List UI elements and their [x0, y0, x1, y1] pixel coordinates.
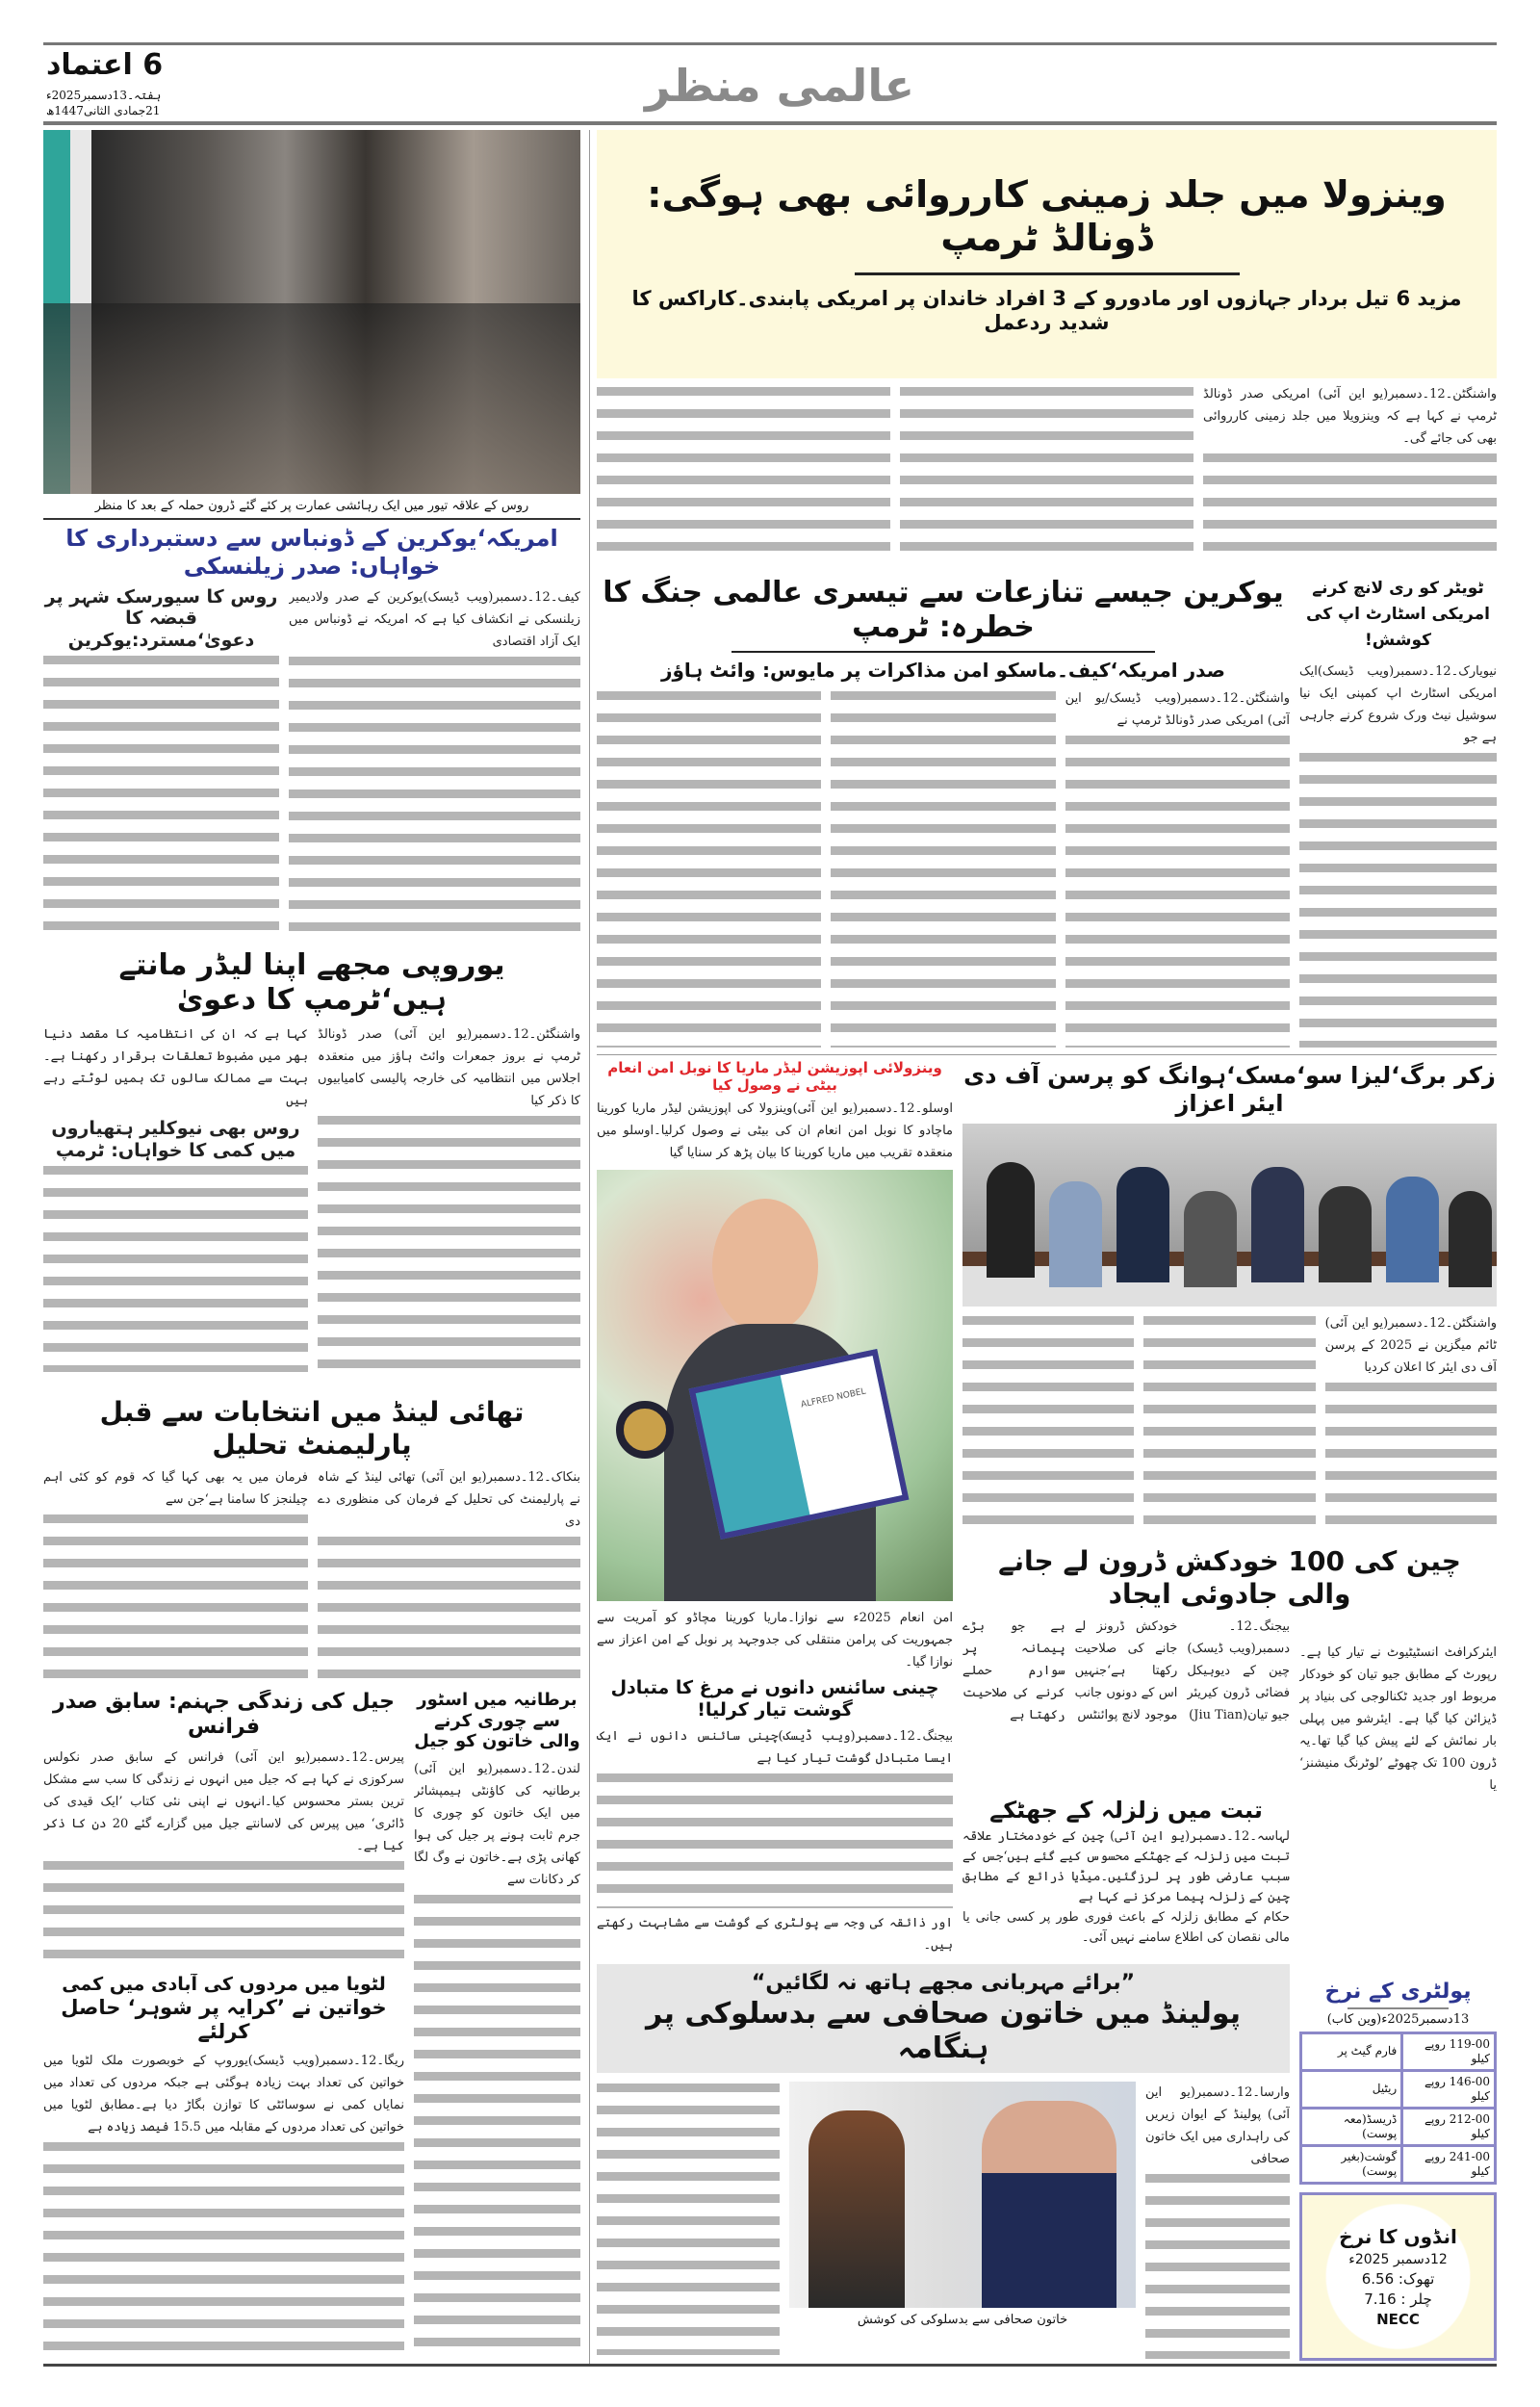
text-lines — [414, 1895, 580, 2359]
divider — [597, 1054, 1497, 1055]
divider — [855, 272, 1240, 275]
egg-title: انڈوں کا نرخ — [1339, 2224, 1457, 2248]
header-rule — [43, 121, 1497, 125]
table-row — [1301, 2108, 1496, 2145]
zelensky-headline: امریکہ‘یوکرین کے ڈونباس سے دستبرداری کا خواہاں: صدر زیلنسکی — [65, 525, 558, 580]
divider — [732, 651, 1155, 653]
text-lines — [597, 2083, 780, 2355]
text-lines — [1203, 453, 1497, 553]
france-headline: جیل کی زندگی جہنم: سابق صدر فرانس — [53, 1690, 395, 1740]
rates-column — [1299, 1980, 1497, 2361]
date-hijri: 21جمادی الثانی1447ھ — [46, 104, 161, 117]
tibet-body-tail: حکام کے مطابق زلزلہ کے باعث فوری طور پر کسی جانی یا مالی نقصان کی اطلاع سامنے نہیں آئی۔ — [962, 1909, 1290, 1945]
lead-headline: وینزولا میں جلد زمینی کارروائی بھی ہوگی: ڈونالڈ ٹرمپ — [647, 172, 1447, 260]
poultry-title: پولٹری کے نرخ — [1324, 1980, 1472, 2004]
person-figure — [1251, 1167, 1304, 1282]
zelensky-body: کیف۔12۔دسمبر(ویب ڈیسک)یوکرین کے صدر ولادیمیر زیلنسکی نے انکشاف کیا ہے کہ امریکہ نے ڈونباس میں ایک آزاد اقتصادی — [289, 589, 580, 649]
person-figure — [1116, 1167, 1169, 1282]
poland-kicker: ”برائے مہربانی مجھے ہاتھ نہ لگائیں“ — [751, 1971, 1136, 1996]
latvia-story — [43, 1974, 404, 2359]
journalist-figure — [808, 2110, 905, 2308]
diploma-text: ALFRED NOBEL — [781, 1356, 903, 1514]
text-lines — [289, 657, 580, 939]
ukraine-story — [597, 576, 1290, 1048]
person-figure — [987, 1162, 1035, 1278]
divider — [43, 518, 580, 520]
egg-wholesale: تھوک: 6.56 — [1361, 2270, 1435, 2289]
latvia-kicker: لٹویا میں مردوں کی آبادی میں کمی — [62, 1974, 386, 1995]
twitter-headline: ٹویٹر کو ری لانچ کرنے امریکی اسٹارٹ اپ کی کوشش! — [1306, 579, 1490, 651]
europe-story — [43, 948, 580, 1372]
nobel-body-cont: امن انعام 2025ء سے نوازا۔ماریا کورینا مچاڈو کو آمریت سے جمہوریت کی پرامن منتقلی کی جدوجہد پر نوبل کے امن اعزاز سے نوازا گیا۔ — [597, 1611, 953, 1669]
europe-headline: یوروپی مجھے اپنا لیڈر مانتے ہیں‘ٹرمپ کا دعویٰ — [118, 948, 505, 1017]
chicken-story — [597, 1677, 953, 1956]
china-drone-body-col2: خودکش ڈرونز لے جانے کی صلاحیت رکھتا ہے‘جنہیں اس کے دونوں جانب موجود لانچ پوائنٹس — [1074, 1619, 1178, 1723]
latvia-body: ریگا۔12۔دسمبر(ویب ڈیسک)یوروپ کے خوبصورت ملک لٹویا میں خواتین کی تعداد بہت زیادہ ہوگئی ہے جبکہ مردوں کی تعداد میں نمایاں کمی نے سوسائٹی کا توازن بگاڑ دیا ہے۔مطابق لٹویا میں خواتین کی تعداد مردوں کے مقابلہ میں 15.5 فیصد زیادہ ہے — [43, 2054, 404, 2135]
thailand-body: بنکاک۔12۔دسمبر(یو این آئی) تھائی لینڈ کے شاہ نے پارلیمنٹ کی تحلیل کے فرمان کی منظوری دے دی — [318, 1470, 580, 1530]
rate-price: 241-00 روپے کیلو — [1402, 2145, 1496, 2183]
europe-body-col2: کہا ہے کہ ان کی انتظامیہ کا مقصد دنیا بھر میں مضبوط تعلقات برقرار رکھنا ہے۔بہت سے ممالک سالوں تک ہمیں لوٹتے رہے ہیں — [43, 1027, 308, 1108]
lead-body-area — [597, 383, 1497, 553]
ukraine-body: واشنگٹن۔12۔دسمبر(ویب ڈیسک/یو این آئی) امریکی صدر ڈونالڈ ٹرمپ نے — [1065, 691, 1290, 728]
text-lines — [43, 2142, 404, 2359]
twitter-story — [1299, 576, 1497, 1048]
rate-price: 146-00 روپے کیلو — [1402, 2070, 1496, 2108]
chicken-headline: چینی سائنس دانوں نے مرغ کا متبادل گوشت تیار کرلیا! — [610, 1677, 939, 1721]
rate-label: ڈریسڈ(معہ پوست) — [1301, 2108, 1402, 2145]
tibet-headline: تبت میں زلزلہ کے جھٹکے — [989, 1797, 1263, 1824]
poland-incident-photo — [789, 2082, 1136, 2308]
thailand-story — [43, 1396, 580, 1680]
twitter-body: نیویارک۔12۔دسمبر(ویب ڈیسک)ایک امریکی اسٹارٹ اپ کمپنی ایک نیا سوشیل نیٹ ورک شروع کرنے جارہی ہے جو — [1299, 663, 1497, 745]
text-lines — [43, 656, 279, 939]
person-figure — [1049, 1181, 1102, 1287]
britain-headline: برطانیہ میں اسٹور سے چوری کرنے والی خاتون کو جیل — [414, 1690, 580, 1752]
person-figure — [1184, 1191, 1237, 1287]
nobel-body: اوسلو۔12۔دسمبر(یو این آئی)وینزولا کی اپوزیشن لیڈر ماریا کورینا ماچادو کا نوبل امن انعام ان کی بیٹی نے وصول کرلیا۔اوسلو میں منعقدہ تقریب میں ماریا کورینا کا بیان پڑھ کر سنایا گیا — [597, 1101, 953, 1160]
newspaper-logo: اعتماد — [46, 48, 133, 82]
poland-banner — [597, 1964, 1290, 2073]
chicken-body-tail: اور ذائقہ کی وجہ سے پولٹری کے گوشت سے مشابہت رکھتے ہیں۔ — [597, 1916, 953, 1953]
tibet-story — [962, 1797, 1290, 1962]
nobel-headline: وینزولائی اپوزیشن لیڈر ماریا کا نوبل امن انعام بیٹی نے وصول کیا — [607, 1059, 942, 1094]
chicken-body: بیجنگ۔12۔دسمبر(ویب ڈیسک)چینی سائنس دانوں نے ایک ایسا متبادل گوشت تیار کیا ہے — [597, 1728, 953, 1766]
france-body: پیرس۔12۔دسمبر(یو این آئی) فرانس کے سابق صدر نکولس سرکوزی نے کہا ہے کہ جیل میں انہوں نے زندگی کا سب سے مشکل ترین بستر محسوس کیا۔انہوں نے اپنی نئی کتاب ’ایک قیدی کی ڈائری‘ میں پیرس کی لاسانتے جیل میں گزارے گئے 20 دن کا ذکر کیا ہے۔ — [43, 1749, 404, 1853]
ukraine-subheadline: صدر امریکہ‘کیف۔ماسکو امن مذاکرات پر مایوس: وائٹ ہاؤز — [660, 659, 1225, 682]
tibet-body: لہاسہ۔12۔دسمبر(یو این آئی) چین کے خودمختار علاقہ تبت میں زلزلہ کے جھٹکے محسوس کیے گئے ہیں‘جس کے سبب عارضی طور پر لرزگئیں۔میڈیا ذرائع کے مطابق چین کے زلزلہ پیما مرکز نے کہا ہے — [962, 1828, 1290, 1904]
poland-body: وارسا۔12۔دسمبر(یو این آئی) پولینڈ کے ایوان زیریں کی راہداری میں ایک خاتون صحافی — [1145, 2085, 1290, 2166]
text-lines — [1143, 1316, 1315, 1536]
rate-price: 212-00 روپے کیلو — [1402, 2108, 1496, 2145]
date-gregorian: ہفتہ۔13دسمبر2025ء — [46, 89, 162, 102]
lead-subheadline: مزید 6 تیل بردار جہازوں اور مادورو کے 3 افراد خاندان پر امریکی پابندی۔کاراکس کا شدید ردعمل — [631, 286, 1462, 335]
person-figure — [1449, 1191, 1492, 1287]
page-number: 6 — [142, 48, 164, 82]
section-title: عالمی منظر — [644, 60, 915, 112]
text-lines — [318, 1537, 580, 1680]
lead-body: واشنگٹن۔12۔دسمبر(یو این آئی) امریکی صدر ڈونالڈ ٹرمپ نے کہا ہے کہ وینزویلا میں جلد زمینی کارروائی بھی کی جائے گی۔ — [1203, 387, 1497, 446]
nobel-ceremony-photo — [597, 1170, 953, 1601]
rate-label: گوشت(بغیر پوست) — [1301, 2145, 1402, 2183]
top-rule — [43, 42, 1497, 45]
poultry-date: 13دسمبر2025ء(وین کاب) — [1326, 2012, 1470, 2028]
china-drone-body: بیجنگ۔12۔دسمبر(ویب ڈیسک) چین کے دیوہیکل فضائی ڈرون کیریئر جیو تیان(Jiu Tian) — [1187, 1619, 1290, 1723]
text-lines — [597, 691, 821, 1048]
britain-story — [414, 1690, 580, 2359]
text-lines — [597, 1773, 953, 1908]
person-of-year-story — [962, 1062, 1497, 1536]
thailand-body-col2: فرمان میں یہ بھی کہا گیا کہ قوم کو کئی اہم چیلنجز کا سامنا ہے‘جن سے — [43, 1470, 308, 1508]
rate-price: 119-00 روپے کیلو — [1402, 2032, 1496, 2070]
china-drone-body-col3: ہے جو بڑے پیمانہ پر سوارم حملے کرنے کی صلاحیت رکھتا ہے — [962, 1619, 1065, 1723]
text-lines — [962, 1316, 1134, 1536]
zelensky-story — [43, 525, 580, 939]
ukraine-headline: یوکرین جیسے تنازعات سے تیسری عالمی جنگ کا خطرہ: ٹرمپ — [603, 576, 1284, 644]
zelensky-subhead: روس کا سیورسک شہر پر قبضہ کا دعویٰ‘مسترد:یوکرین — [44, 585, 278, 652]
egg-date: 12دسمبر 2025ء — [1348, 2251, 1448, 2267]
poultry-rates-table — [1299, 2032, 1497, 2185]
lead-story-banner — [597, 130, 1497, 378]
poland-photo-caption: خاتون صحافی سے بدسلوکی کی کوشش — [857, 2313, 1068, 2327]
thailand-headline: تھائی لینڈ میں انتخابات سے قبل پارلیمنٹ تحلیل — [99, 1396, 525, 1461]
masthead — [46, 48, 163, 82]
text-lines — [1145, 2174, 1290, 2359]
britain-body: لندن۔12۔دسمبر(یو این آئی) برطانیہ کی کاؤنٹی ہیمپشائر میں ایک خاتون کو چوری کا جرم ثابت ہونے پر جیل کی ہوا کھانی پڑی ہے۔خاتون نے وگ لگا کر دکانات سے — [414, 1761, 580, 1887]
russia-nuclear-subhead: روس بھی نیوکلیر ہتھیاروں میں کمی کا خواہاں: ٹرمپ — [51, 1118, 300, 1161]
latvia-headline: خواتین نے ’کرایہ پر شوہر‘ حاصل کرلئے — [61, 1995, 387, 2043]
europe-body: واشنگٹن۔12۔دسمبر(یو این آئی) صدر ڈونالڈ ٹرمپ نے بروز جمعرات وائٹ ہاؤز میں منعقدہ اجلاس میں انتظامیہ کی خارجہ پالیسی کامیابیوں کا ذکر کیا — [318, 1027, 580, 1108]
person-face — [712, 1199, 818, 1333]
china-drone-side: ایئرکرافٹ انسٹیٹیوٹ نے تیار کیا ہے۔رپورٹ کے مطابق جیو تیان کو خودکار مربوط اور جدید ٹکنالوجی کی بنیاد پر ڈیزائن کیا گیا ہے۔ ایئرشو میں پہلی بار نمائش کے لئے پیش کیا گیا تھا۔یہ ڈرون 100 تک چھوٹے ’لوٹرنگ منیشنز‘ یا — [1299, 1645, 1497, 1793]
poland-body-col — [1145, 2082, 1290, 2359]
person-of-year-body: واشنگٹن۔12۔دسمبر(یو این آئی) ٹائم میگزین نے 2025 کے پرسن آف دی ایئر کا اعلان کردیا — [1324, 1315, 1497, 1375]
table-row — [1301, 2032, 1496, 2070]
poland-headline: پولینڈ میں خاتون صحافی سے بدسلوکی پر ہنگامہ — [645, 1996, 1242, 2065]
china-drone-headline: چین کی 100 خودکش ڈرون لے جانے والی جادوئی ایجاد — [998, 1545, 1461, 1610]
text-lines — [43, 1166, 308, 1372]
egg-source: NECC — [1376, 2311, 1420, 2329]
person-figure — [1319, 1186, 1372, 1282]
nobel-story — [597, 1059, 953, 1673]
rate-label: ریٹیل — [1301, 2070, 1402, 2108]
text-lines — [43, 1514, 308, 1680]
column-divider — [589, 130, 590, 2364]
tech-leaders-photo — [962, 1124, 1497, 1307]
person-figure — [1386, 1177, 1439, 1282]
politician-figure — [982, 2101, 1116, 2308]
text-lines — [1299, 753, 1497, 1048]
table-row — [1301, 2070, 1496, 2108]
text-lines — [43, 1861, 404, 1969]
text-lines — [831, 691, 1055, 1048]
text-lines — [597, 387, 890, 553]
china-drone-side-col — [1299, 1642, 1497, 1974]
egg-retail: چلر : 7.16 — [1364, 2291, 1432, 2309]
person-of-year-headline: زکر برگ‘لیزا سو‘مسک‘ہوانگ کو پرسن آف دی ایئر اعزاز — [963, 1062, 1496, 1117]
text-lines — [1065, 736, 1290, 1048]
nobel-medal — [616, 1401, 674, 1459]
rate-label: فارم گیٹ پر — [1301, 2032, 1402, 2070]
text-lines — [318, 1116, 580, 1372]
photo-caption: روس کے علاقہ تیور میں ایک رہائشی عمارت پر کئے گئے ڈرون حملہ کے بعد کا منظر — [94, 499, 529, 513]
egg-rates-box — [1299, 2192, 1497, 2361]
text-lines — [1325, 1383, 1497, 1536]
bottom-rule — [43, 2364, 1497, 2367]
divider — [1348, 2007, 1449, 2009]
table-row — [1301, 2145, 1496, 2183]
france-story — [43, 1690, 404, 1969]
text-lines — [900, 387, 1194, 553]
drone-attack-building-photo — [43, 130, 580, 494]
